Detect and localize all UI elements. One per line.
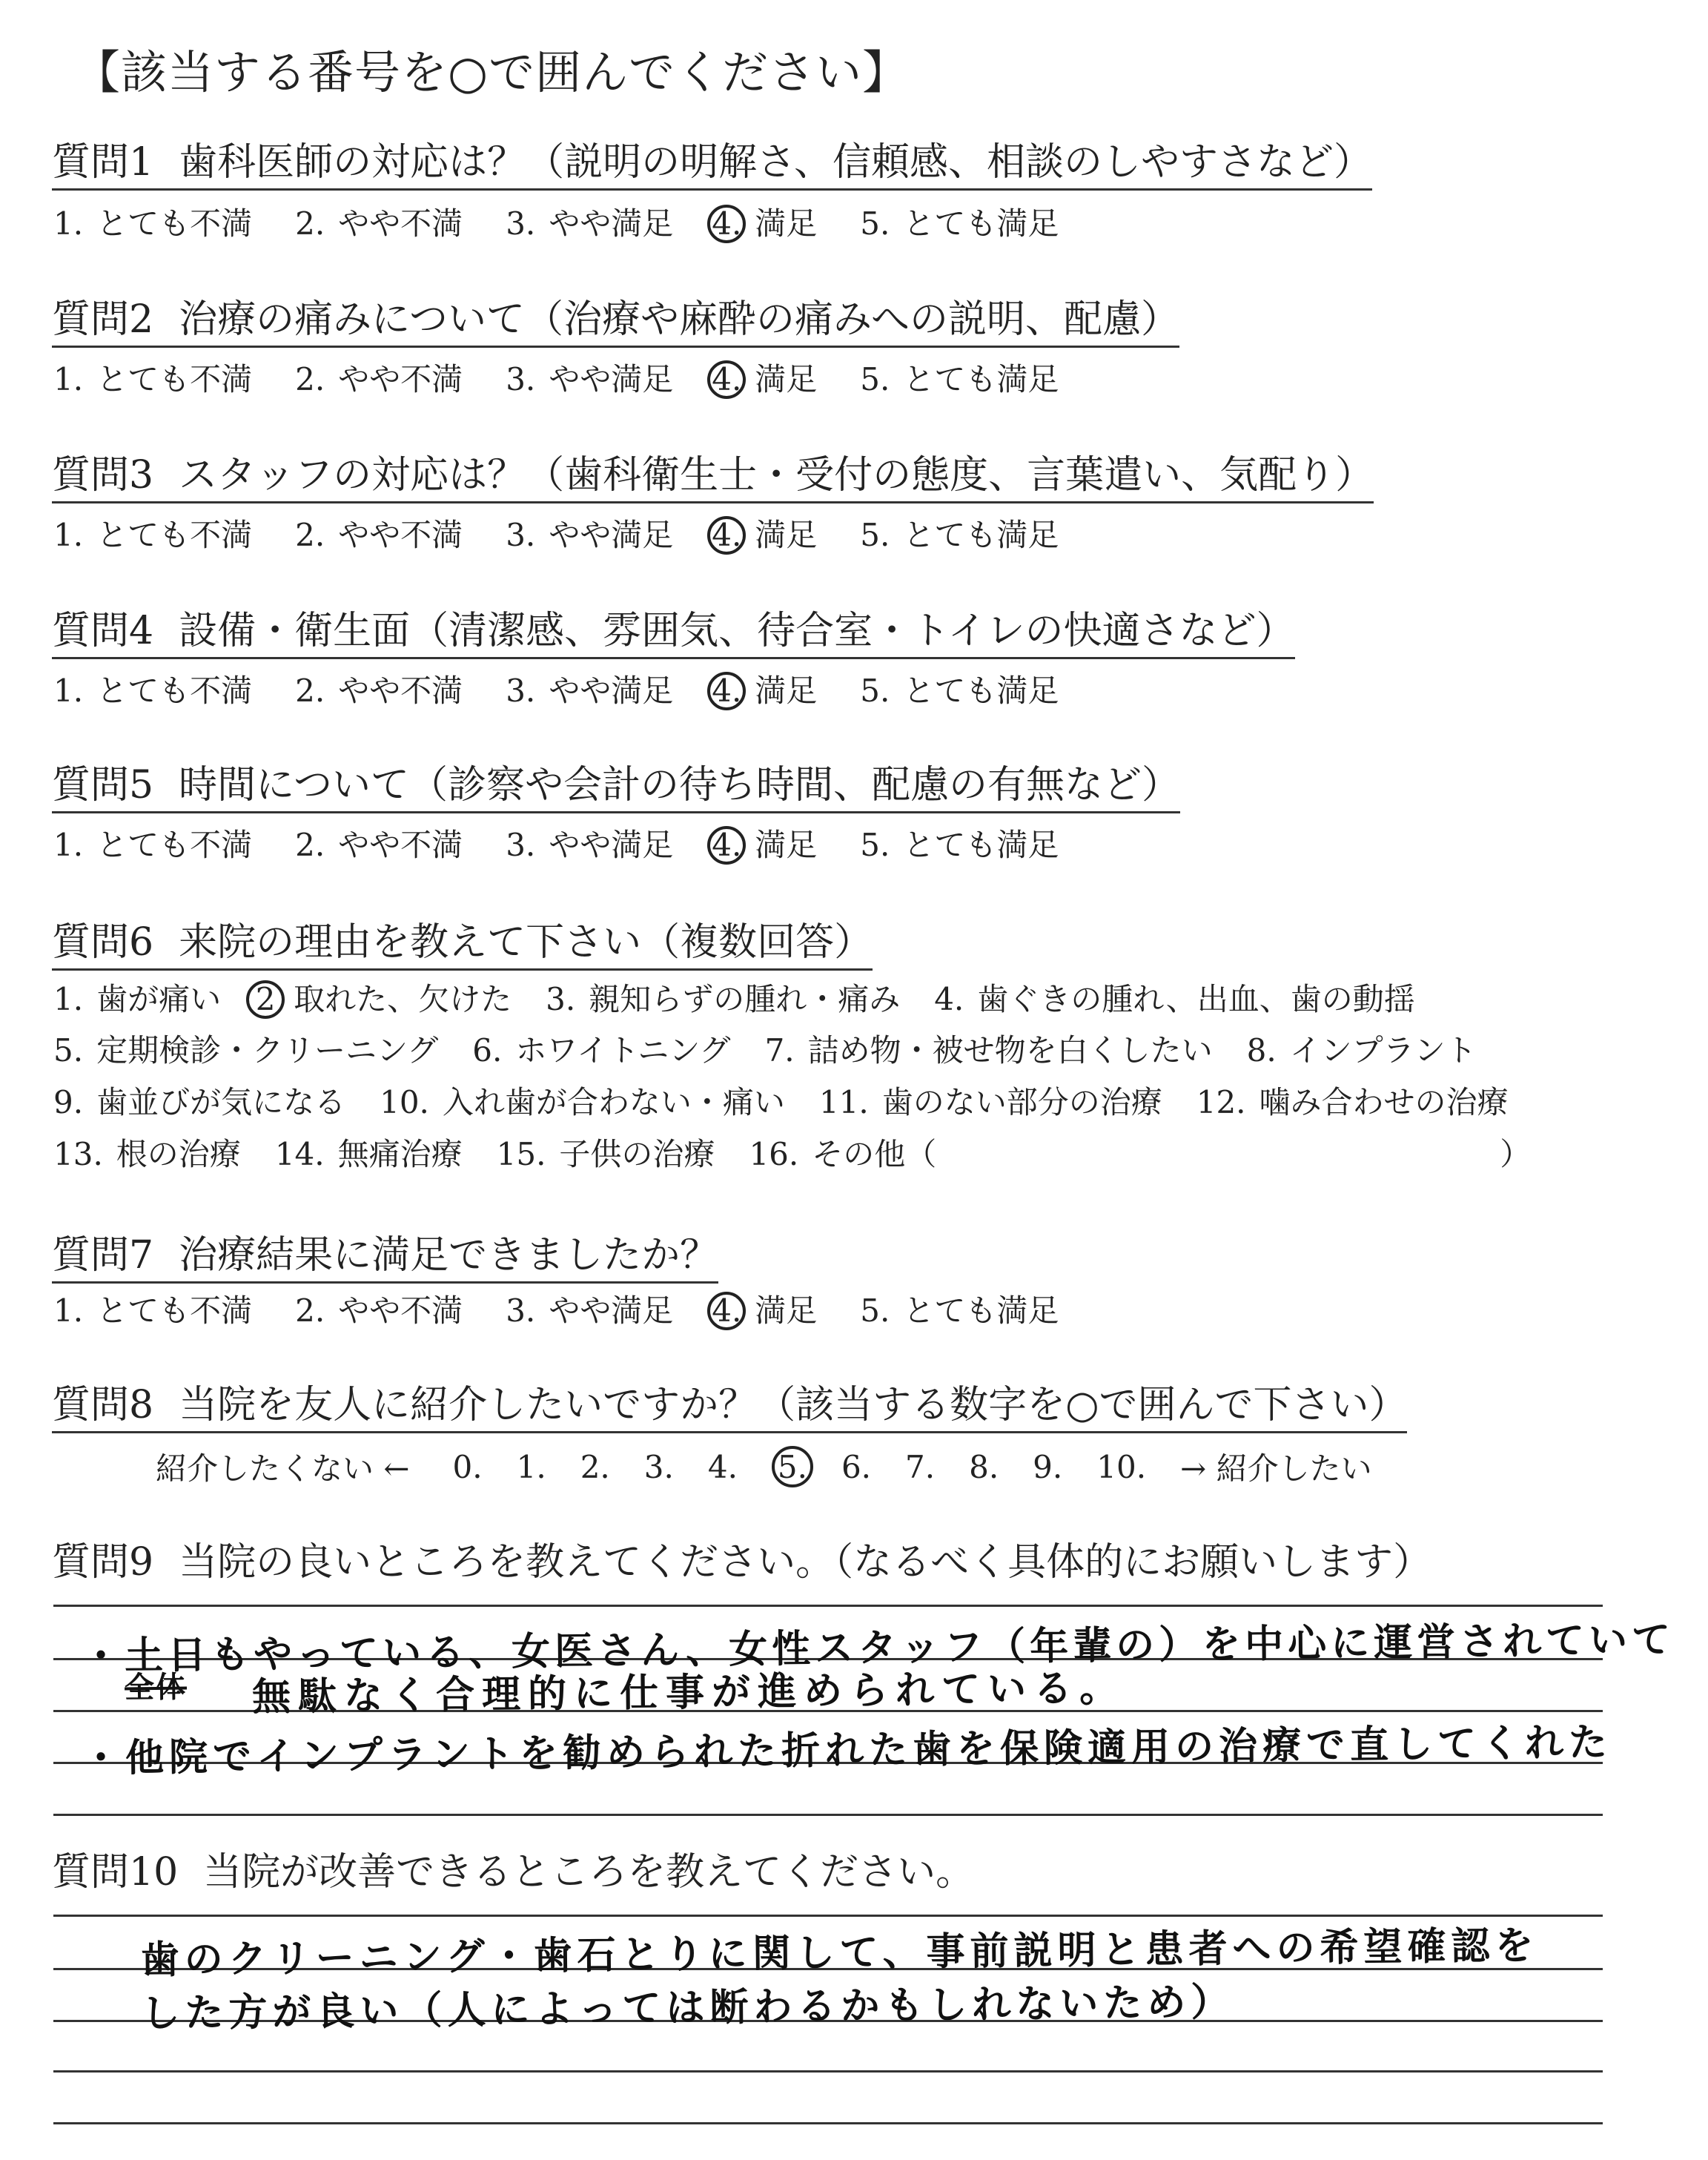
scale-left-label: 紹介したくない ←	[156, 1450, 410, 1487]
scale-3[interactable]: 3.	[643, 1448, 674, 1485]
option-1[interactable]: 1. とても不満	[53, 1292, 253, 1329]
selection-circle: 4.	[707, 672, 746, 710]
scale-0[interactable]: 0.	[452, 1448, 483, 1485]
option-5[interactable]: 5. とても満足	[860, 205, 1059, 242]
scale-10[interactable]: 10.	[1096, 1448, 1147, 1485]
option-1[interactable]: 1. とても不満	[53, 205, 253, 242]
q10-answer[interactable]: 歯のクリーニング・歯石とりに関して、事前説明と患者への希望確認をした方が良い（人によっては断わるかもしれないため）	[140, 1923, 1539, 2036]
question-7-options	[53, 1292, 1102, 1330]
reason-7[interactable]: 7. 詰め物・被せ物を白くしたい	[764, 1032, 1213, 1069]
reasons-row-2	[53, 1032, 1511, 1069]
selection-circle: 4.	[707, 1292, 746, 1330]
answer-line	[53, 1915, 1603, 1917]
recommend-scale	[156, 1444, 1372, 1489]
option-3[interactable]: 3. やや満足	[506, 1292, 674, 1329]
option-1[interactable]: 1. とても不満	[53, 516, 253, 553]
option-5[interactable]: 5. とても満足	[860, 360, 1059, 397]
option-3[interactable]: 3. やや満足	[506, 516, 674, 553]
question-9-title: 質問9 当院の良いところを教えてください。（なるべく具体的にお願いします）	[52, 1540, 1432, 1585]
reason-8[interactable]: 8. インプラント	[1246, 1032, 1477, 1069]
option-3[interactable]: 3. やや満足	[506, 205, 674, 242]
scale-7[interactable]: 7.	[905, 1448, 936, 1485]
reasons-row-4	[53, 1136, 1565, 1173]
option-2[interactable]: 2. やや不満	[295, 360, 463, 397]
question-2-options	[53, 360, 1102, 399]
scale-9[interactable]: 9.	[1033, 1448, 1063, 1485]
reason-12[interactable]: 12. 噛み合わせの治療	[1196, 1084, 1509, 1120]
question-3-title: 質問3 スタッフの対応は？（歯科衛生士・受付の態度、言葉遣い、気配り）	[52, 454, 1374, 503]
question-4-options	[53, 672, 1102, 710]
option-4-selected[interactable]: 4. 満足	[716, 205, 817, 243]
q9-answer-line-2[interactable]: 無駄なく合理的に仕事が進められている。	[251, 1665, 1126, 1720]
option-1[interactable]: 1. とても不満	[53, 826, 253, 863]
question-6-title: 質問6 来院の理由を教えて下さい（複数回答）	[52, 921, 873, 971]
option-2[interactable]: 2. やや不満	[295, 826, 463, 863]
scale-1[interactable]: 1.	[516, 1448, 546, 1485]
question-1-options	[53, 205, 1102, 243]
question-2-title: 質問2 治療の痛みについて（治療や麻酔の痛みへの説明、配慮）	[52, 298, 1179, 348]
question-4-title: 質問4 設備・衛生面（清潔感、雰囲気、待合室・トイレの快適さなど）	[52, 610, 1295, 659]
option-2[interactable]: 2. やや不満	[295, 1292, 463, 1329]
scale-6[interactable]: 6.	[841, 1448, 872, 1485]
option-4-selected[interactable]: 4. 満足	[716, 826, 817, 865]
reason-10[interactable]: 10. 入れ歯が合わない・痛い	[380, 1084, 785, 1120]
reason-16[interactable]: 16. その他（ ）	[749, 1136, 1532, 1172]
instruction-heading: 【該当する番号を○で囲んでください】	[74, 45, 910, 99]
reasons-row-3	[53, 1084, 1543, 1121]
reason-13[interactable]: 13. 根の治療	[53, 1136, 241, 1172]
selection-circle: 4.	[707, 360, 746, 399]
reasons-row-1	[53, 980, 1449, 1019]
reason-15[interactable]: 15. 子供の治療	[496, 1136, 715, 1172]
option-5[interactable]: 5. とても満足	[860, 516, 1059, 553]
q9-answer-line-3[interactable]: ・他院でインプラントを勧められた折れた歯を保険適用の治療で直してくれた	[81, 1720, 1613, 1781]
question-5-title: 質問5 時間について（診察や会計の待ち時間、配慮の有無など）	[52, 764, 1180, 813]
option-5[interactable]: 5. とても満足	[860, 826, 1059, 863]
option-2[interactable]: 2. やや不満	[295, 516, 463, 553]
reason-3[interactable]: 3. 親知らずの腫れ・痛み	[546, 980, 901, 1017]
question-8-title: 質問8 当院を友人に紹介したいですか？（該当する数字を○で囲んで下さい）	[52, 1384, 1407, 1433]
answer-line	[53, 1605, 1603, 1607]
reason-4[interactable]: 4. 歯ぐきの腫れ、出血、歯の動揺	[934, 980, 1415, 1017]
reason-14[interactable]: 14. 無痛治療	[274, 1136, 463, 1172]
reason-9[interactable]: 9. 歯並びが気になる	[53, 1084, 346, 1120]
selection-circle: 4.	[707, 205, 746, 243]
reason-11[interactable]: 11. 歯のない部分の治療	[818, 1084, 1162, 1120]
reason-1[interactable]: 1. 歯が痛い	[53, 980, 222, 1017]
option-4-selected[interactable]: 4. 満足	[716, 516, 817, 555]
scale-8[interactable]: 8.	[969, 1448, 999, 1485]
q9-struck-word: 全体	[124, 1670, 188, 1705]
option-1[interactable]: 1. とても不満	[53, 360, 253, 397]
option-5[interactable]: 5. とても満足	[860, 1292, 1059, 1329]
selection-circle: 2	[246, 980, 285, 1019]
q9-answer-line-1[interactable]: ・土日もやっている、女医さん、女性スタッフ（年輩の）を中心に運営されていて	[81, 1617, 1675, 1680]
reason-2-selected[interactable]: 2 取れた、欠けた	[255, 980, 512, 1019]
option-4-selected[interactable]: 4. 満足	[716, 1292, 817, 1330]
question-10-title: 質問10 当院が改善できるところを教えてください。	[52, 1850, 975, 1895]
scale-4[interactable]: 4.	[707, 1448, 738, 1485]
selection-circle: 4.	[707, 826, 746, 865]
answer-line	[53, 1814, 1603, 1816]
question-5-options	[53, 826, 1102, 865]
option-2[interactable]: 2. やや不満	[295, 205, 463, 242]
option-2[interactable]: 2. やや不満	[295, 672, 463, 709]
option-3[interactable]: 3. やや満足	[506, 672, 674, 709]
question-text: 歯科医師の対応は？（説明の明解さ、信頼感、相談のしやすさなど）	[179, 140, 1373, 185]
question-1-title	[52, 141, 1372, 191]
scale-5-selected[interactable]: 5.	[772, 1446, 813, 1487]
answer-line	[53, 2122, 1603, 2124]
option-3[interactable]: 3. やや満足	[506, 826, 674, 863]
question-7-title: 質問7 治療結果に満足できましたか？	[52, 1234, 718, 1284]
scale-right-label: → 紹介したい	[1180, 1450, 1372, 1487]
option-4-selected[interactable]: 4. 満足	[716, 360, 817, 399]
answer-line	[53, 2070, 1603, 2073]
option-1[interactable]: 1. とても不満	[53, 672, 253, 709]
option-4-selected[interactable]: 4. 満足	[716, 672, 817, 710]
option-3[interactable]: 3. やや満足	[506, 360, 674, 397]
reason-5[interactable]: 5. 定期検診・クリーニング	[53, 1032, 439, 1069]
selection-circle: 4.	[707, 516, 746, 555]
question-3-options	[53, 516, 1102, 555]
option-5[interactable]: 5. とても満足	[860, 672, 1059, 709]
reason-6[interactable]: 6. ホワイトニング	[472, 1032, 731, 1069]
scale-2[interactable]: 2.	[580, 1448, 610, 1485]
question-number: 質問1	[52, 140, 154, 185]
